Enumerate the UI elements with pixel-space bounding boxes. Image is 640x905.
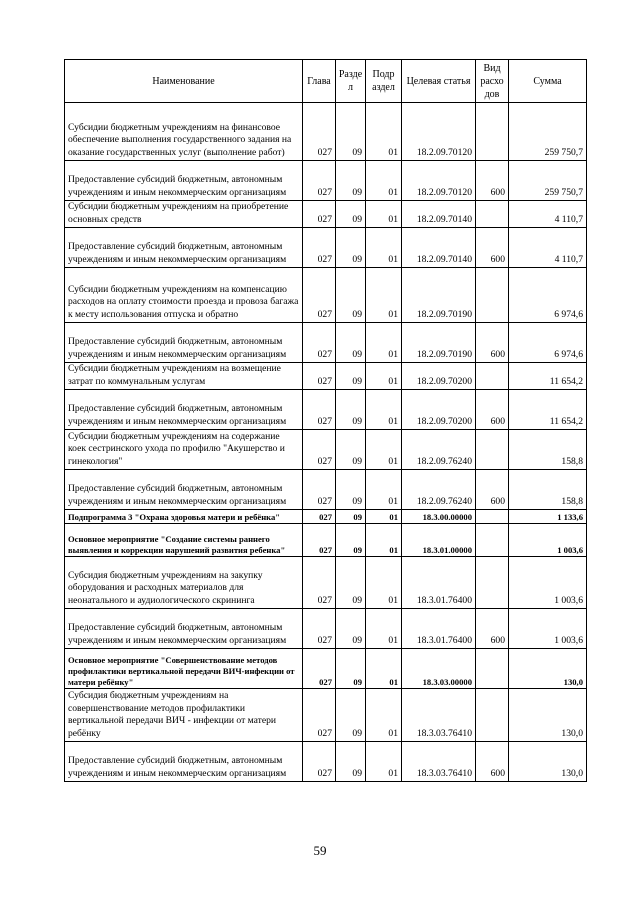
row-glava: 027 bbox=[303, 430, 336, 470]
header-razdel: Разде л bbox=[336, 60, 366, 103]
table-row bbox=[65, 470, 587, 510]
row-razdel: 09 bbox=[336, 103, 366, 161]
row-sum: 259 750,7 bbox=[509, 103, 587, 161]
row-sum: 4 110,7 bbox=[509, 228, 587, 268]
row-podrazdel: 01 bbox=[366, 510, 402, 524]
row-name: Предоставление субсидий бюджетным, автономным учреждениям и иным некоммерческим организациям bbox=[65, 161, 303, 201]
table-row bbox=[65, 510, 587, 524]
row-podrazdel: 01 bbox=[366, 103, 402, 161]
row-sum: 1 003,6 bbox=[509, 609, 587, 649]
row-name: Основное мероприятие "Совершенствование методов профилактики вертикальной передачи ВИЧ-инфекции от матери ребёнку" bbox=[65, 649, 303, 689]
row-target: 18.2.09.70200 bbox=[402, 390, 476, 430]
row-razdel: 09 bbox=[336, 228, 366, 268]
row-sum: 130,0 bbox=[509, 742, 587, 782]
row-target: 18.3.03.00000 bbox=[402, 649, 476, 689]
row-razdel: 09 bbox=[336, 268, 366, 323]
row-podrazdel: 01 bbox=[366, 609, 402, 649]
row-sum: 130,0 bbox=[509, 649, 587, 689]
row-target: 18.2.09.76240 bbox=[402, 470, 476, 510]
row-target: 18.3.03.76410 bbox=[402, 742, 476, 782]
row-razdel: 09 bbox=[336, 390, 366, 430]
row-razdel: 09 bbox=[336, 161, 366, 201]
row-target: 18.3.01.00000 bbox=[402, 524, 476, 557]
row-target: 18.2.09.70120 bbox=[402, 103, 476, 161]
table-row bbox=[65, 649, 587, 689]
row-podrazdel: 01 bbox=[366, 161, 402, 201]
row-glava: 027 bbox=[303, 390, 336, 430]
table-row bbox=[65, 103, 587, 161]
row-name: Субсидия бюджетным учреждениям на совершенствование методов профилактики вертикальной передачи ВИЧ - инфекции от матери ребёнку bbox=[65, 689, 303, 742]
row-vid bbox=[476, 201, 509, 228]
row-razdel: 09 bbox=[336, 689, 366, 742]
row-glava: 027 bbox=[303, 510, 336, 524]
row-glava: 027 bbox=[303, 363, 336, 390]
row-sum: 1 003,6 bbox=[509, 557, 587, 609]
table-row bbox=[65, 161, 587, 201]
row-target: 18.2.09.70190 bbox=[402, 268, 476, 323]
row-podrazdel: 01 bbox=[366, 689, 402, 742]
row-razdel: 09 bbox=[336, 510, 366, 524]
row-name: Субсидия бюджетным учреждениям на закупку оборудования и расходных материалов для неонатального и аудиологического скрининга bbox=[65, 557, 303, 609]
row-podrazdel: 01 bbox=[366, 470, 402, 510]
row-name: Предоставление субсидий бюджетным, автономным учреждениям и иным некоммерческим организациям bbox=[65, 742, 303, 782]
row-name: Субсидии бюджетным учреждениям на компенсацию расходов на оплату стоимости проезда и провоза багажа к месту использования отпуска и обратно bbox=[65, 268, 303, 323]
row-podrazdel: 01 bbox=[366, 201, 402, 228]
row-vid: 600 bbox=[476, 609, 509, 649]
row-podrazdel: 01 bbox=[366, 742, 402, 782]
row-glava: 027 bbox=[303, 201, 336, 228]
header-sum: Сумма bbox=[509, 60, 587, 103]
row-razdel: 09 bbox=[336, 323, 366, 363]
row-podrazdel: 01 bbox=[366, 649, 402, 689]
row-sum: 130,0 bbox=[509, 689, 587, 742]
row-vid: 600 bbox=[476, 390, 509, 430]
table-row bbox=[65, 430, 587, 470]
row-podrazdel: 01 bbox=[366, 390, 402, 430]
row-razdel: 09 bbox=[336, 524, 366, 557]
row-vid: 600 bbox=[476, 742, 509, 782]
row-razdel: 09 bbox=[336, 470, 366, 510]
row-target: 18.2.09.70140 bbox=[402, 201, 476, 228]
row-name: Предоставление субсидий бюджетным, автономным учреждениям и иным некоммерческим организациям bbox=[65, 228, 303, 268]
row-name: Предоставление субсидий бюджетным, автономным учреждениям и иным некоммерческим организациям bbox=[65, 609, 303, 649]
row-sum: 158,8 bbox=[509, 470, 587, 510]
row-vid bbox=[476, 649, 509, 689]
row-vid: 600 bbox=[476, 323, 509, 363]
row-glava: 027 bbox=[303, 524, 336, 557]
row-target: 18.3.01.76400 bbox=[402, 557, 476, 609]
row-podrazdel: 01 bbox=[366, 524, 402, 557]
row-name: Субсидии бюджетным учреждениям на приобретение основных средств bbox=[65, 201, 303, 228]
row-glava: 027 bbox=[303, 742, 336, 782]
header-glava: Глава bbox=[303, 60, 336, 103]
table-row bbox=[65, 742, 587, 782]
row-sum: 6 974,6 bbox=[509, 268, 587, 323]
row-target: 18.3.00.00000 bbox=[402, 510, 476, 524]
row-razdel: 09 bbox=[336, 430, 366, 470]
header-podrazdel: Подр аздел bbox=[366, 60, 402, 103]
row-glava: 027 bbox=[303, 649, 336, 689]
row-razdel: 09 bbox=[336, 363, 366, 390]
row-name: Субсидии бюджетным учреждениям на содержание коек сестринского ухода по профилю "Акушерство и гинекология" bbox=[65, 430, 303, 470]
table-header-row bbox=[65, 60, 587, 103]
row-sum: 6 974,6 bbox=[509, 323, 587, 363]
row-sum: 4 110,7 bbox=[509, 201, 587, 228]
row-name: Предоставление субсидий бюджетным, автономным учреждениям и иным некоммерческим организациям bbox=[65, 470, 303, 510]
table-row bbox=[65, 557, 587, 609]
row-target: 18.2.09.76240 bbox=[402, 430, 476, 470]
row-podrazdel: 01 bbox=[366, 363, 402, 390]
row-sum: 1 133,6 bbox=[509, 510, 587, 524]
row-sum: 1 003,6 bbox=[509, 524, 587, 557]
row-target: 18.3.01.76400 bbox=[402, 609, 476, 649]
row-razdel: 09 bbox=[336, 649, 366, 689]
row-podrazdel: 01 bbox=[366, 323, 402, 363]
row-target: 18.3.03.76410 bbox=[402, 689, 476, 742]
row-name: Подпрограмма 3 "Охрана здоровья матери и ребёнка" bbox=[65, 510, 303, 524]
row-target: 18.2.09.70140 bbox=[402, 228, 476, 268]
table-row bbox=[65, 390, 587, 430]
row-name: Предоставление субсидий бюджетным, автономным учреждениям и иным некоммерческим организациям bbox=[65, 323, 303, 363]
row-name: Основное мероприятие "Создание системы раннего выявления и коррекции нарушений развития ребенка" bbox=[65, 524, 303, 557]
budget-table bbox=[64, 59, 587, 782]
row-razdel: 09 bbox=[336, 557, 366, 609]
row-vid bbox=[476, 430, 509, 470]
table-row bbox=[65, 201, 587, 228]
row-glava: 027 bbox=[303, 228, 336, 268]
row-vid bbox=[476, 524, 509, 557]
row-glava: 027 bbox=[303, 470, 336, 510]
row-glava: 027 bbox=[303, 268, 336, 323]
row-vid bbox=[476, 689, 509, 742]
page-number: 59 bbox=[313, 843, 327, 858]
row-glava: 027 bbox=[303, 103, 336, 161]
row-sum: 259 750,7 bbox=[509, 161, 587, 201]
row-vid bbox=[476, 363, 509, 390]
row-vid bbox=[476, 557, 509, 609]
table-row bbox=[65, 228, 587, 268]
table-row bbox=[65, 363, 587, 390]
row-target: 18.2.09.70200 bbox=[402, 363, 476, 390]
table-row bbox=[65, 268, 587, 323]
table-row bbox=[65, 689, 587, 742]
row-razdel: 09 bbox=[336, 609, 366, 649]
row-name: Субсидии бюджетным учреждениям на финансовое обеспечение выполнения государственного задания на оказание государственных услуг (выполнение работ) bbox=[65, 103, 303, 161]
row-glava: 027 bbox=[303, 557, 336, 609]
row-razdel: 09 bbox=[336, 742, 366, 782]
row-sum: 158,8 bbox=[509, 430, 587, 470]
header-name: Наименование bbox=[65, 60, 303, 103]
row-vid bbox=[476, 103, 509, 161]
row-vid: 600 bbox=[476, 161, 509, 201]
row-sum: 11 654,2 bbox=[509, 390, 587, 430]
row-name: Субсидии бюджетным учреждениям на возмещение затрат по коммунальным услугам bbox=[65, 363, 303, 390]
row-razdel: 09 bbox=[336, 201, 366, 228]
row-target: 18.2.09.70190 bbox=[402, 323, 476, 363]
row-name: Предоставление субсидий бюджетным, автономным учреждениям и иным некоммерческим организациям bbox=[65, 390, 303, 430]
row-podrazdel: 01 bbox=[366, 228, 402, 268]
row-glava: 027 bbox=[303, 323, 336, 363]
row-podrazdel: 01 bbox=[366, 557, 402, 609]
table-row bbox=[65, 609, 587, 649]
row-vid bbox=[476, 268, 509, 323]
row-podrazdel: 01 bbox=[366, 430, 402, 470]
row-glava: 027 bbox=[303, 609, 336, 649]
row-sum: 11 654,2 bbox=[509, 363, 587, 390]
row-target: 18.2.09.70120 bbox=[402, 161, 476, 201]
row-vid: 600 bbox=[476, 470, 509, 510]
header-target: Целевая статья bbox=[402, 60, 476, 103]
header-vid: Вид расхо дов bbox=[476, 60, 509, 103]
row-vid: 600 bbox=[476, 228, 509, 268]
row-glava: 027 bbox=[303, 161, 336, 201]
row-glava: 027 bbox=[303, 689, 336, 742]
row-vid bbox=[476, 510, 509, 524]
table-row bbox=[65, 524, 587, 557]
row-podrazdel: 01 bbox=[366, 268, 402, 323]
table-row bbox=[65, 323, 587, 363]
